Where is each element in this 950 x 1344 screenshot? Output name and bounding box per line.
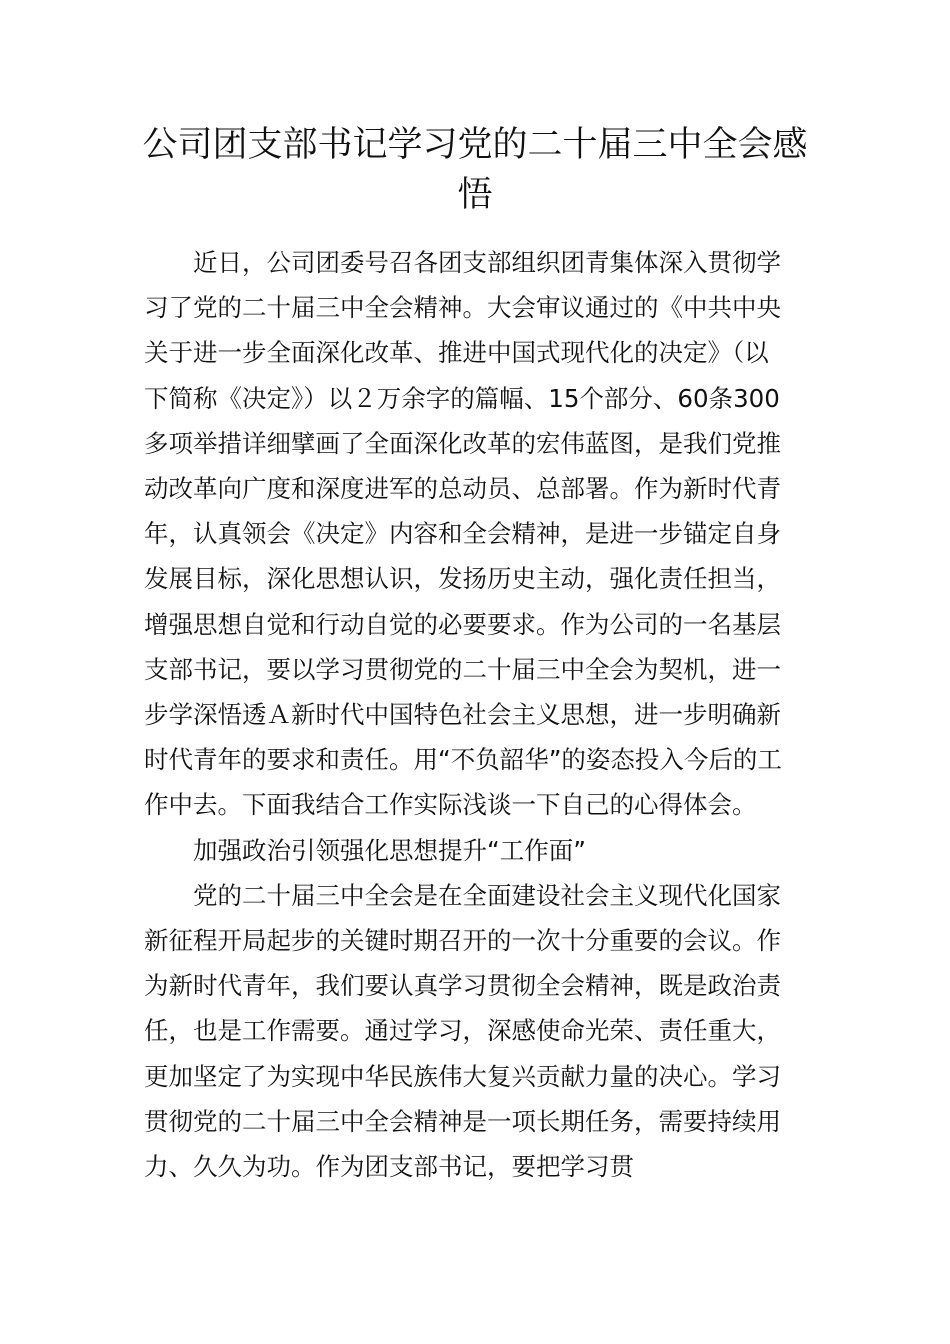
- paragraph-intro: 近日，公司团委号召各团支部组织团青集体深入贯彻学习了党的二十届三中全会精神。大会审议通过的《中共中央关于进一步全面深化改革、推进中国式现代化的决定》（以下简称《决定》）以２万余字的篇幅、15个部分、60条300多项举措详细擘画了全面深化改革的宏伟蓝图，是我们党推动改革向广度和深度进军的总动员、总部署。作为新时代青年，认真领会《决定》内容和全会精神，是进一步锚定自身发展目标，深化思想认识，发扬历史主动，强化责任担当，增强思想自觉和行动自觉的必要要求。作为公司的一名基层支部书记，要以学习贯彻党的二十届三中全会为契机，进一步学深悟透Ａ新时代中国特色社会主义思想，进一步明确新时代青年的要求和责任。用“不负韶华”的姿态投入今后的工作中去。下面我结合工作实际浅谈一下自己的心得体会。: [144, 248, 782, 820]
- document-title: 公司团支部书记学习党的二十届三中全会感悟: [142, 125, 808, 215]
- paragraph-section-1: 党的二十届三中全会是在全面建设社会主义现代化国家新征程开局起步的关键时期召开的一次十分重要的会议。作为新时代青年，我们要认真学习贯彻全会精神，既是政治责任，也是工作需要。通过学习，深感使命光荣、责任重大，更加坚定了为实现中华民族伟大复兴贡献力量的决心。学习贯彻党的二十届三中全会精神是一项长期任务，需要持续用力、久久为功。作为团支部书记，要把学习贯: [144, 880, 781, 1182]
- document-body: [144, 240, 784, 1189]
- section-heading: 加强政治引领强化思想提升“工作面”: [193, 835, 586, 865]
